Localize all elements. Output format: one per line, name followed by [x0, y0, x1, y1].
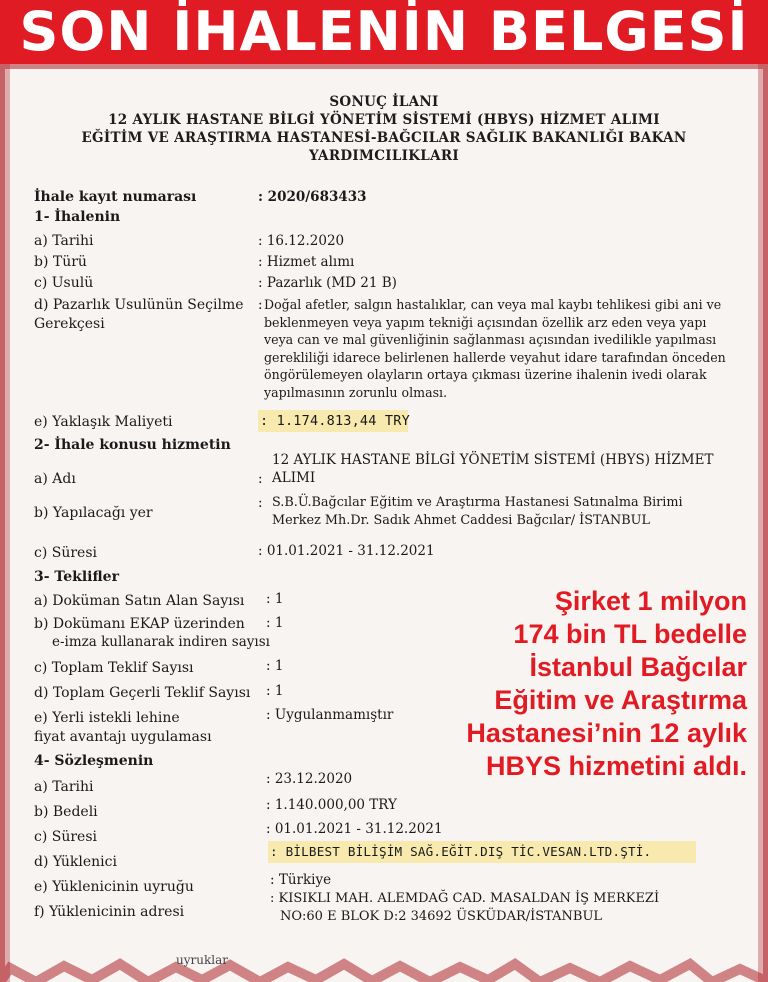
yapilacagi-yer-label: b) Yapılacağı yer [34, 505, 153, 521]
ihale-turu-value: : Hizmet alımı [258, 254, 355, 270]
yapilacagi-yer-line-2: Merkez Mh.Dr. Sadık Ahmet Caddesi Bağcılar/ İSTANBUL [272, 513, 650, 528]
callout-line-4: Eğitim ve Araştırma [494, 685, 747, 715]
ekap-label-2: e-imza kullanarak indiren sayısı [52, 634, 270, 650]
dokuman-label: a) Doküman Satın Alan Sayısı [34, 593, 245, 609]
hizmet-adi-label: a) Adı [34, 471, 76, 487]
sozlesme-tarihi-value: : 23.12.2020 [266, 771, 353, 787]
gecerli-teklif-label: d) Toplam Geçerli Teklif Sayısı [34, 685, 251, 701]
sozlesme-suresi-value: : 01.01.2021 - 31.12.2021 [266, 821, 443, 837]
kayit-label: İhale kayıt numarası [34, 189, 197, 205]
adres-line-2: NO:60 E BLOK D:2 34692 ÜSKÜDAR/İSTANBUL [280, 909, 603, 924]
callout-line-3: İstanbul Bağcılar [529, 652, 747, 682]
yerli-label-2: fiyat avantajı uygulaması [34, 729, 212, 745]
section-2-title: 2- İhale konusu hizmetin [34, 437, 231, 453]
yapilacagi-yer-colon: : [258, 495, 263, 511]
gerekce-text: Doğal afetler, salgın hastalıklar, can veya mal kaybı tehlikesi gibi ani ve beklenmeyen veya yapım tekniği açısından özellik arz eden veya yapı veya can ve mal güvenliğinin sağlanması açısından ivedilikle yapılması gerekliliği idarece belirlenen hallerde veyahut idare tarafından önceden öngörülemeyen olayların ortaya çıkması üzerine ihalenin ivedi olarak yapılmasının zorunlu olması. [264, 297, 726, 400]
gerekce-colon: : [258, 297, 263, 313]
adres-line-1: : KISIKLI MAH. ALEMDAĞ CAD. MASALDAN İŞ MERKEZİ [270, 891, 660, 906]
uyrugu-value: : Türkiye [270, 872, 332, 888]
headline-title: SON İHALENİN BELGESİ [19, 0, 749, 63]
gecerli-teklif-value: : 1 [266, 683, 284, 699]
ihale-turu-label: b) Türü [34, 254, 87, 270]
ihale-usulu-value: : Pazarlık (MD 21 B) [258, 275, 397, 291]
hizmet-adi-line-2: ALIMI [272, 470, 316, 486]
ihale-tarihi-value: : 16.12.2020 [258, 233, 345, 249]
ekap-label-1: b) Dokümanı EKAP üzerinden [34, 616, 245, 632]
section-3-title: 3- Teklifler [34, 569, 119, 585]
yuklenici-value: : BİLBEST BİLİŞİM SAĞ.EĞİT.DIŞ TİC.VESAN.LTD.ŞTİ. [270, 844, 652, 859]
callout-text [425, 585, 747, 783]
gerekce-label-1: d) Pazarlık Usulünün Seçilme [34, 297, 244, 313]
heading-sonuc-ilani: SONUÇ İLANI [329, 94, 439, 110]
sozlesme-bedeli-value: : 1.140.000,00 TRY [266, 797, 397, 813]
callout-line-5: Hastanesi’nin 12 aylık [466, 718, 747, 748]
maliyet-label: e) Yaklaşık Maliyeti [34, 414, 173, 430]
ekap-value: : 1 [266, 615, 284, 631]
headline-banner [0, 0, 768, 64]
callout-line-2: 174 bin TL bedelle [513, 619, 747, 649]
hizmet-adi-line-1: 12 AYLIK HASTANE BİLGİ YÖNETİM SİSTEMİ (HBYS) HİZMET [272, 452, 714, 468]
yerli-value: : Uygulanmamıştır [266, 707, 394, 723]
adres-label: f) Yüklenicinin adresi [34, 904, 185, 920]
heading-line-4: YARDIMCILIKLARI [308, 148, 460, 164]
sozlesme-suresi-label: c) Süresi [34, 829, 97, 845]
sozlesme-tarihi-label: a) Tarihi [34, 779, 94, 795]
yerli-label-1: e) Yerli istekli lehine [34, 710, 180, 726]
ihale-usulu-label: c) Usulü [34, 275, 94, 291]
hizmet-adi-colon: : [258, 471, 263, 487]
heading-line-2: 12 AYLIK HASTANE BİLGİ YÖNETİM SİSTEMİ (HBYS) HİZMET ALIMI [108, 112, 660, 128]
dokuman-value: : 1 [266, 591, 284, 607]
section-4-title: 4- Sözleşmenin [34, 753, 154, 769]
hizmet-suresi-label: c) Süresi [34, 545, 97, 561]
heading-line-3: EĞİTİM VE ARAŞTIRMA HASTANESİ-BAĞCILAR SAĞLIK BAKANLIĞI BAKAN [81, 130, 687, 146]
callout-line-1: Şirket 1 milyon [554, 586, 747, 616]
toplam-teklif-value: : 1 [266, 658, 284, 674]
ihale-tarihi-label: a) Tarihi [34, 233, 94, 249]
uyrugu-label: e) Yüklenicinin uyruğu [34, 879, 194, 895]
hizmet-suresi-value: : 01.01.2021 - 31.12.2021 [258, 543, 435, 559]
yapilacagi-yer-line-1: S.B.Ü.Bağcılar Eğitim ve Araştırma Hastanesi Satınalma Birimi [272, 495, 683, 510]
yuklenici-label: d) Yüklenici [34, 854, 117, 870]
document-clipping [0, 64, 768, 982]
footer-fragment: uyruklar [176, 953, 228, 967]
maliyet-value: : 1.174.813,44 TRY [260, 413, 410, 429]
sozlesme-bedeli-label: b) Bedeli [34, 804, 98, 820]
kayit-value: : 2020/683433 [258, 189, 367, 205]
toplam-teklif-label: c) Toplam Teklif Sayısı [34, 660, 194, 676]
gerekce-label-2: Gerekçesi [34, 316, 105, 332]
callout-line-6: HBYS hizmetini aldı. [485, 751, 747, 781]
section-1-title: 1- İhalenin [34, 209, 121, 225]
